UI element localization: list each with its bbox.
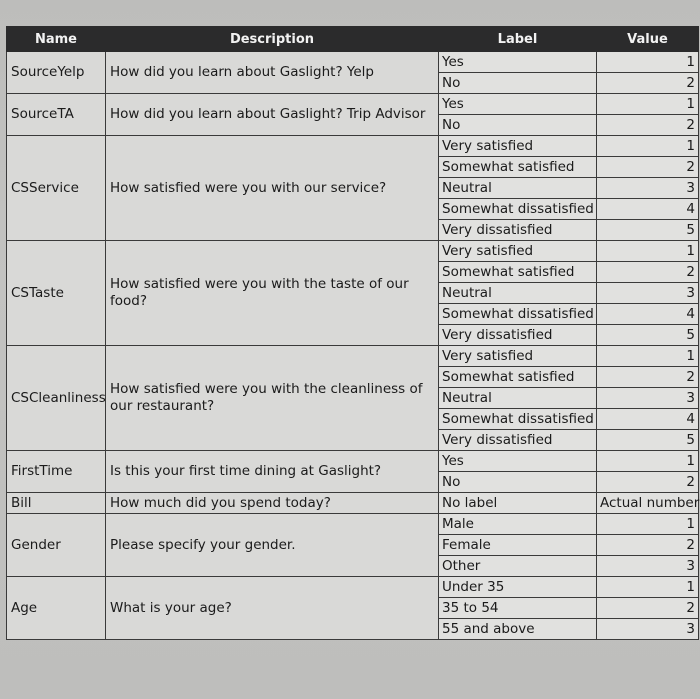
option-value: 2 (597, 535, 699, 556)
option-label: Under 35 (439, 577, 597, 598)
option-label: Somewhat satisfied (439, 262, 597, 283)
variable-name: CSCleanliness (7, 346, 106, 451)
option-label: Yes (439, 451, 597, 472)
option-value: 1 (597, 514, 699, 535)
option-value: 4 (597, 409, 699, 430)
option-value: 4 (597, 199, 699, 220)
variable-name: SourceYelp (7, 52, 106, 94)
option-value: 2 (597, 115, 699, 136)
variable-name: CSTaste (7, 241, 106, 346)
variable-description: How satisfied were you with the cleanliness of our restaurant? (106, 346, 439, 451)
option-label: Very dissatisfied (439, 430, 597, 451)
option-label: Other (439, 556, 597, 577)
option-value: 1 (597, 136, 699, 157)
option-value: 3 (597, 388, 699, 409)
option-label: Somewhat dissatisfied (439, 199, 597, 220)
option-label: No label (439, 493, 597, 514)
option-value: 5 (597, 430, 699, 451)
option-label: Very dissatisfied (439, 220, 597, 241)
variable-description: How satisfied were you with our service? (106, 136, 439, 241)
option-value: 1 (597, 94, 699, 115)
option-value: 5 (597, 325, 699, 346)
option-label: 55 and above (439, 619, 597, 640)
variable-name: CSService (7, 136, 106, 241)
option-label: Neutral (439, 283, 597, 304)
table-row (7, 514, 699, 535)
option-label: No (439, 472, 597, 493)
variable-description: How much did you spend today? (106, 493, 439, 514)
option-value: 2 (597, 598, 699, 619)
option-label: Very dissatisfied (439, 325, 597, 346)
option-value: 3 (597, 619, 699, 640)
option-value: 1 (597, 346, 699, 367)
option-value: 1 (597, 241, 699, 262)
option-value: 5 (597, 220, 699, 241)
option-label: Very satisfied (439, 241, 597, 262)
option-value: Actual number (597, 493, 699, 514)
variable-name: Gender (7, 514, 106, 577)
option-value: 3 (597, 556, 699, 577)
table-row (7, 94, 699, 115)
table-row (7, 346, 699, 367)
variable-description: How satisfied were you with the taste of our food? (106, 241, 439, 346)
option-label: No (439, 115, 597, 136)
option-label: Female (439, 535, 597, 556)
codebook-table (6, 26, 699, 640)
option-label: 35 to 54 (439, 598, 597, 619)
codebook-body (7, 52, 699, 640)
option-value: 1 (597, 451, 699, 472)
option-value: 2 (597, 262, 699, 283)
option-value: 1 (597, 52, 699, 73)
variable-description: Is this your first time dining at Gaslight? (106, 451, 439, 493)
variable-description: Please specify your gender. (106, 514, 439, 577)
table-row (7, 241, 699, 262)
option-value: 3 (597, 283, 699, 304)
option-label: Very satisfied (439, 136, 597, 157)
header-label: Label (439, 27, 597, 52)
option-value: 4 (597, 304, 699, 325)
table-row (7, 136, 699, 157)
header-name: Name (7, 27, 106, 52)
header-description: Description (106, 27, 439, 52)
option-value: 2 (597, 367, 699, 388)
option-label: Yes (439, 52, 597, 73)
option-value: 3 (597, 178, 699, 199)
table-row (7, 577, 699, 598)
option-label: Yes (439, 94, 597, 115)
variable-name: Bill (7, 493, 106, 514)
header-value: Value (597, 27, 699, 52)
option-label: Somewhat satisfied (439, 157, 597, 178)
variable-description: How did you learn about Gaslight? Yelp (106, 52, 439, 94)
option-label: Neutral (439, 388, 597, 409)
table-row (7, 52, 699, 73)
table-row (7, 451, 699, 472)
variable-name: SourceTA (7, 94, 106, 136)
option-label: Somewhat satisfied (439, 367, 597, 388)
option-label: Very satisfied (439, 346, 597, 367)
table-row (7, 493, 699, 514)
variable-description: How did you learn about Gaslight? Trip Advisor (106, 94, 439, 136)
variable-name: Age (7, 577, 106, 640)
option-value: 2 (597, 472, 699, 493)
option-label: Male (439, 514, 597, 535)
option-label: Somewhat dissatisfied (439, 409, 597, 430)
variable-name: FirstTime (7, 451, 106, 493)
option-value: 2 (597, 157, 699, 178)
option-value: 2 (597, 73, 699, 94)
option-label: No (439, 73, 597, 94)
header-row (7, 27, 699, 52)
option-label: Somewhat dissatisfied (439, 304, 597, 325)
option-label: Neutral (439, 178, 597, 199)
variable-description: What is your age? (106, 577, 439, 640)
option-value: 1 (597, 577, 699, 598)
